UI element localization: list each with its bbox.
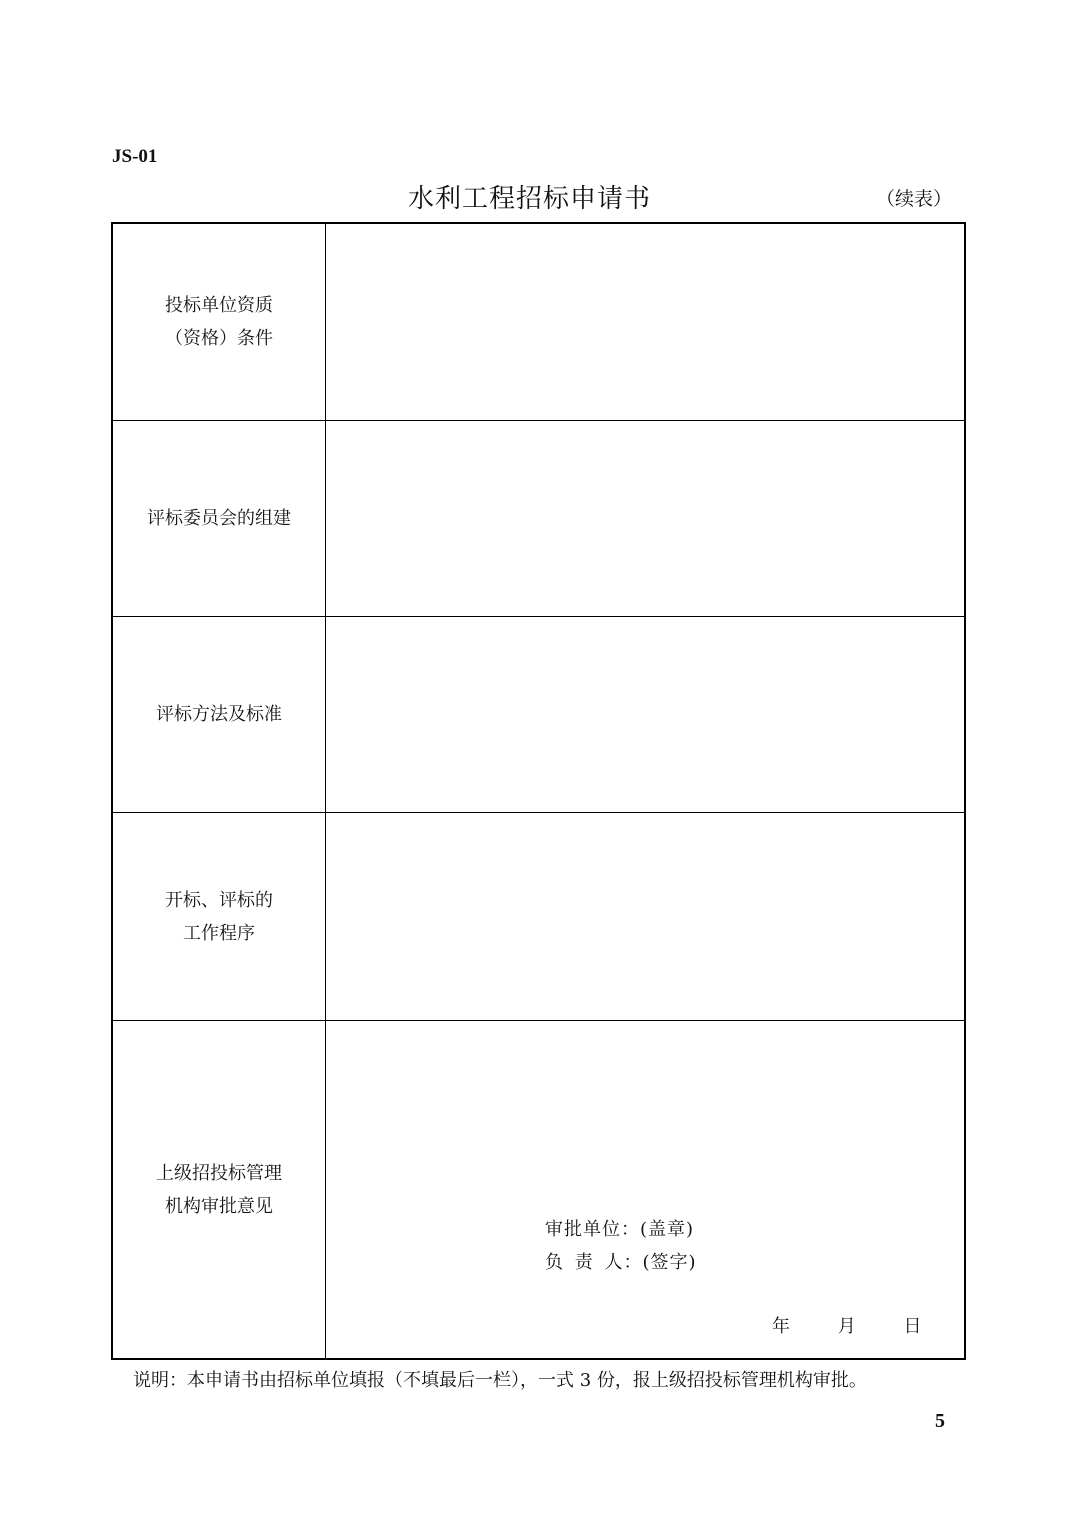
row-label-line1: 评标方法及标准: [156, 704, 282, 725]
application-form-table: [111, 222, 966, 1360]
date-month-label: 月: [837, 1316, 856, 1337]
row-label: [113, 617, 326, 812]
table-row-qualification: [113, 224, 964, 420]
row-label-line1: 投标单位资质: [165, 295, 273, 316]
row-label-line1: 开标、评标的: [165, 889, 273, 911]
approval-date: [772, 1312, 963, 1338]
row-label-line1: 评标委员会的组建: [147, 508, 291, 529]
row-content-field[interactable]: [326, 813, 964, 1020]
date-day-label: 日: [903, 1316, 922, 1337]
row-label-line2: 机构审批意见: [165, 1195, 273, 1217]
row-label: [113, 813, 326, 1020]
table-row-method: [113, 616, 964, 812]
row-label: [113, 1021, 326, 1358]
approval-unit-label: 审批单位：(盖章): [545, 1219, 695, 1240]
row-label: [113, 224, 326, 420]
date-year-label: 年: [772, 1316, 790, 1337]
row-content-field[interactable]: [326, 421, 964, 616]
row-label: [113, 421, 326, 616]
row-label-line1: 上级招投标管理: [156, 1162, 282, 1184]
continuation-label: （续表）: [876, 188, 953, 210]
row-label-line2: （资格）条件: [165, 328, 273, 349]
table-row-procedure: [113, 812, 964, 1020]
page-number: 5: [935, 1410, 945, 1432]
table-row-approval: [113, 1020, 964, 1358]
row-label-line2: 工作程序: [183, 922, 255, 944]
approval-person-label: 负 责 人：(签字): [545, 1252, 697, 1273]
row-content-field[interactable]: [326, 617, 964, 812]
approval-content-field[interactable]: [326, 1021, 964, 1358]
footer-note: 说明：本申请书由招标单位填报（不填最后一栏），一式 3 份，报上级招投标管理机构审批。: [133, 1370, 867, 1391]
table-row-committee: [113, 420, 964, 616]
row-content-field[interactable]: [326, 224, 964, 420]
form-code: JS-01: [112, 146, 158, 167]
page-title: 水利工程招标申请书: [408, 184, 652, 214]
